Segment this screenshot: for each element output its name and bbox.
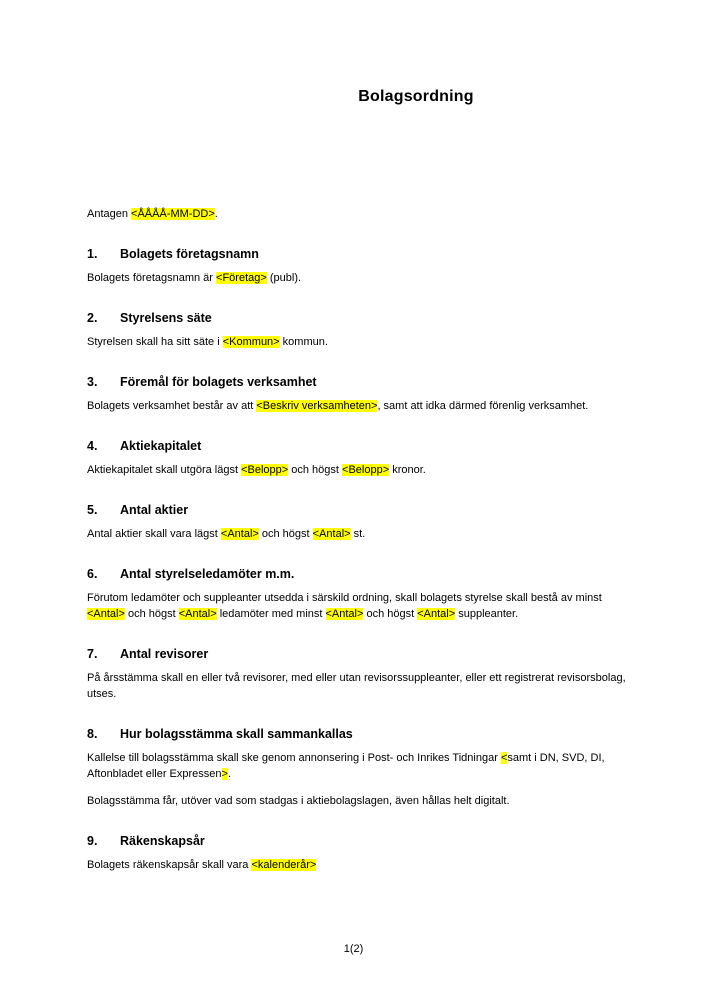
text-run: Antagen	[87, 208, 132, 220]
text-run: samt i DN, SVD, DI, Aftonbladet eller Expressen	[87, 752, 605, 780]
placeholder-highlight: <kalenderår>	[251, 859, 317, 871]
text-run: Aktiekapitalet skall utgöra lägst	[87, 464, 242, 476]
page-number: 1(2)	[343, 943, 364, 955]
section-heading-text: Hur bolagsstämma skall sammankallas	[120, 727, 353, 741]
section-heading-text: Räkenskapsår	[120, 834, 205, 848]
text-run: och högst	[124, 608, 179, 620]
placeholder-highlight: <Beskriv verksamheten>	[256, 400, 378, 412]
text-run: kronor.	[389, 464, 426, 476]
placeholder-highlight: <Antal>	[325, 608, 364, 620]
text-run: och högst	[288, 464, 343, 476]
section-4	[87, 438, 640, 478]
text-run: , samt att idka därmed förenlig verksamhet.	[377, 400, 589, 412]
section-paragraph	[87, 857, 640, 873]
placeholder-highlight: <Antal>	[87, 608, 125, 620]
section-heading-text: Antal aktier	[120, 503, 189, 517]
text-run: och högst	[363, 608, 418, 620]
section-number: 2.	[87, 311, 98, 325]
section-3	[87, 374, 640, 414]
section-paragraph	[87, 526, 640, 542]
placeholder-highlight: <ÅÅÅÅ-MM-DD>	[131, 208, 215, 220]
placeholder-highlight: <Företag>	[216, 272, 267, 284]
section-heading	[87, 246, 640, 263]
text-run: Bolagsstämma får, utöver vad som stadgas i aktiebolagslagen, även hållas helt digitalt.	[87, 795, 510, 807]
text-run: Bolagets räkenskapsår skall vara	[87, 859, 252, 871]
section-number: 4.	[87, 439, 98, 453]
section-2	[87, 310, 640, 350]
placeholder-highlight: >	[221, 768, 228, 780]
text-run: Styrelsen skall ha sitt säte i	[87, 336, 223, 348]
section-heading	[87, 726, 640, 743]
section-heading	[87, 566, 640, 583]
section-number: 5.	[87, 503, 98, 517]
text-run: På årsstämma skall en eller två revisorer, med eller utan revisorssuppleanter, eller ett registrerat revisorsbolag, utses.	[87, 672, 626, 700]
section-number: 7.	[87, 647, 98, 661]
text-run: Kallelse till bolagsstämma skall ske genom annonsering i Post- och Inrikes Tidningar	[87, 752, 501, 764]
placeholder-highlight: <Kommun>	[222, 336, 280, 348]
text-run: .	[214, 208, 218, 220]
section-heading-text: Aktiekapitalet	[120, 439, 202, 453]
section-paragraph	[87, 462, 640, 478]
placeholder-highlight: <Belopp>	[241, 464, 289, 476]
sections-container	[87, 246, 640, 873]
text-run: Antal aktier skall vara lägst	[87, 528, 221, 540]
text-run: Bolagets verksamhet består av att	[87, 400, 257, 412]
text-run: och högst	[258, 528, 313, 540]
text-run: (publ).	[266, 272, 302, 284]
section-heading	[87, 310, 640, 327]
section-heading	[87, 646, 640, 663]
section-heading-text: Föremål för bolagets verksamhet	[120, 375, 317, 389]
section-paragraph	[87, 398, 640, 414]
section-number: 1.	[87, 247, 98, 261]
section-heading	[87, 374, 640, 391]
section-heading	[87, 502, 640, 519]
placeholder-highlight: <Antal>	[417, 608, 456, 620]
section-heading	[87, 833, 640, 850]
placeholder-highlight: <Antal>	[220, 528, 259, 540]
section-6	[87, 566, 640, 622]
section-paragraph	[87, 750, 640, 782]
section-number: 3.	[87, 375, 98, 389]
section-number: 9.	[87, 834, 98, 848]
section-heading-text: Antal styrelseledamöter m.m.	[120, 567, 295, 581]
placeholder-highlight: <Antal>	[178, 608, 217, 620]
section-9	[87, 833, 640, 873]
section-paragraph	[87, 590, 640, 622]
section-paragraph	[87, 670, 640, 702]
text-run: suppleanter.	[455, 608, 519, 620]
section-7	[87, 646, 640, 702]
section-paragraph	[87, 270, 640, 286]
placeholder-highlight: <	[500, 752, 508, 764]
text-run: ledamöter med minst	[216, 608, 326, 620]
section-heading	[87, 438, 640, 455]
section-8	[87, 726, 640, 809]
section-paragraph	[87, 793, 640, 809]
section-number: 6.	[87, 567, 98, 581]
text-run: .	[227, 768, 232, 780]
document-title: Bolagsordning	[358, 88, 474, 105]
document-content	[0, 206, 640, 873]
adoption-date-line	[87, 206, 640, 222]
section-5	[87, 502, 640, 542]
section-heading-text: Bolagets företagsnamn	[120, 247, 259, 261]
section-heading-text: Antal revisorer	[120, 647, 209, 661]
section-1	[87, 246, 640, 286]
section-paragraph	[87, 334, 640, 350]
text-run: kommun.	[279, 336, 328, 348]
placeholder-highlight: <Antal>	[312, 528, 351, 540]
section-heading-text: Styrelsens säte	[120, 311, 212, 325]
text-run: Bolagets företagsnamn är	[87, 272, 217, 284]
text-run: st.	[350, 528, 366, 540]
placeholder-highlight: <Belopp>	[342, 464, 390, 476]
text-run: Förutom ledamöter och suppleanter utsedda i särskild ordning, skall bolagets styrelse skall bestå av minst	[87, 592, 602, 604]
section-number: 8.	[87, 727, 98, 741]
